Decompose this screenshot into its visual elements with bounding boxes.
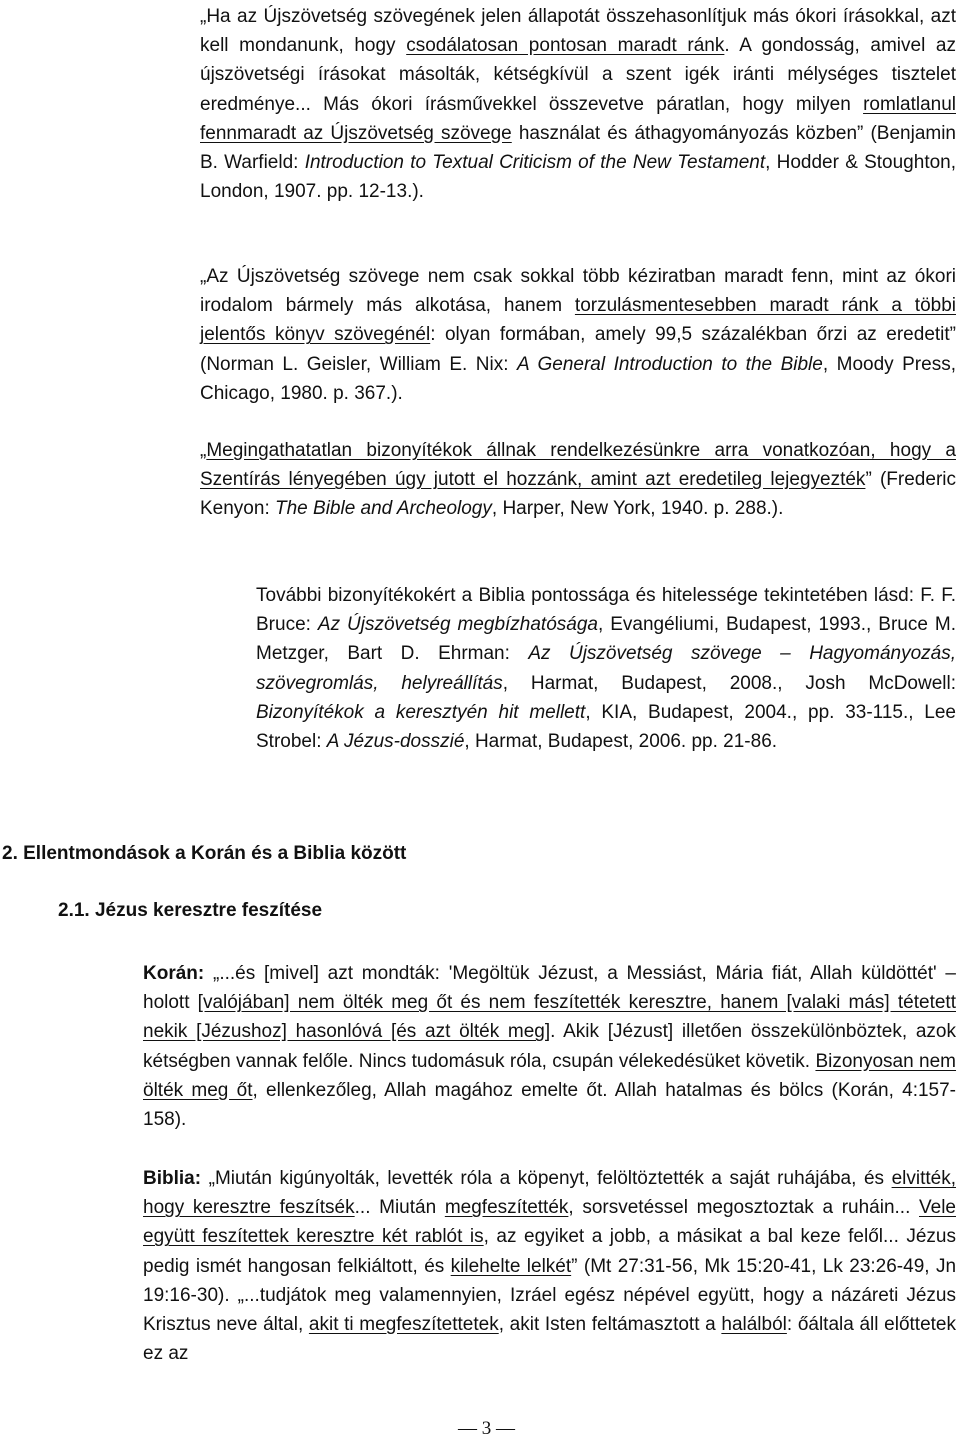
biblia-label: Biblia: (143, 1168, 202, 1189)
quote-mark: „ (200, 440, 207, 461)
quote-warfield (200, 2, 956, 206)
underlined-text: elvitték, hogy keresztre feszítsék (143, 1168, 956, 1219)
koran-quote (143, 959, 956, 1134)
biblia-quote (143, 1164, 956, 1368)
citation-text: , Moody Press, Chicago, 1980. p. 367.). (200, 353, 956, 404)
quote-text: . Akik [Jézust] illetően összekülönböztek, azok kétségben vannak felőle. Nincs tudomásuk róla, csupán vélekedésüket követik. (143, 1021, 956, 1072)
page-number: — 3 — (458, 1418, 515, 1439)
ref-text: , Evangéliumi, Budapest, 1993., Bruce M. Metzger, Bart D. Ehrman: (256, 614, 956, 665)
underlined-text: halálból (721, 1314, 787, 1336)
underlined-text: megfeszítették (444, 1197, 569, 1219)
book-title: A General Introduction to the Bible (517, 353, 823, 375)
book-title: A Jézus-dosszié (326, 731, 465, 753)
underlined-text: torzulásmentesebben maradt ránk a többi jelentős könyv szövegénél (200, 295, 956, 346)
quote-text: , akit Isten feltámasztott a (498, 1314, 722, 1336)
citation-text: , Hodder & Stoughton, London, 1907. pp. 12-13.). (200, 152, 957, 203)
underlined-text: csodálatosan pontosan maradt ránk (406, 35, 725, 57)
quote-text: „Ha az Újszövetség szövegének jelen állapotát összehasonlítjuk más ókori írásokkal, azt kell mondanunk, hogy (200, 6, 956, 57)
underlined-text: Bizonyosan nem ölték meg őt (143, 1050, 957, 1101)
references-paragraph (256, 581, 956, 756)
underlined-text: romlatlanul fennmaradt az Újszövetség szövege (200, 93, 956, 144)
underlined-text: kilehelte lelkét (450, 1255, 572, 1277)
underlined-text: [valójában] nem ölték meg őt és nem feszítették keresztre, hanem [valaki más] tétetett nekik [Jézushoz] hasonlóvá [és azt ölték meg] (143, 992, 956, 1043)
quote-geisler (200, 262, 956, 408)
quote-text: , ellenkezőleg, Allah magához emelte őt. Allah hatalmas és bölcs (Korán, 4:157-158). (143, 1079, 957, 1131)
ref-text: , Harmat, Budapest, 2006. pp. 21-86. (464, 731, 778, 753)
ref-text: , KIA, Budapest, 2004., pp. 33-115., Lee Strobel: (256, 701, 956, 753)
quote-text: „Miután kigúnyolták, levették róla a köpenyt, felöltöztették a saját ruhájába, és (201, 1168, 892, 1189)
citation-text: , Harper, New York, 1940. p. 288.). (491, 498, 784, 520)
quote-text: „Az Újszövetség szövege nem csak sokkal több kéziratban maradt fenn, mint az ókori irodalom bármely más alkotása, hanem (200, 266, 956, 317)
book-title: The Bible and Archeology (275, 498, 492, 520)
book-title: Az Újszövetség megbízhatósága (317, 614, 598, 636)
subsection-heading: 2.1. Jézus keresztre feszítése (58, 900, 323, 921)
quote-text: ” (Frederic Kenyon: (200, 469, 956, 520)
section-heading: 2. Ellentmondások a Korán és a Biblia között (2, 843, 407, 864)
quote-text: , sorsvetéssel megosztoztak a ruháin... (568, 1197, 920, 1219)
quote-text: : őáltala áll előttetek ez az (143, 1314, 956, 1365)
quote-kenyon (200, 436, 956, 524)
quote-text: „...és [mivel] azt mondták: 'Megöltük Jézust, a Messiást, Mária fiát, Allah küldöttét' – holott (143, 963, 956, 1014)
quote-text: . A gondosság, amivel az újszövetségi írásokat másolták, kétségkívül a szent igék iránti mélységes tisztelet eredménye... Más ókori írásművekkel összevetve páratlan, hogy milyen (200, 35, 956, 115)
quote-text: használat és áthagyományozás közben” (Benjamin B. Warfield: (200, 122, 956, 174)
underlined-text: Vele együtt feszítettek keresztre két rablót is (143, 1197, 956, 1248)
ref-text: További bizonyítékokért a Biblia pontossága és hitelessége tekintetében lásd: F. F. Bruce: (256, 585, 956, 636)
underlined-text: akit ti megfeszítettetek (308, 1314, 499, 1336)
quote-text: ... Miután (354, 1197, 445, 1219)
quote-text: ” (Mt 27:31-56, Mk 15:20-41, Lk 23:26-49, Jn 19:16-30). „...tudjátok meg valamennyien, Izráel egész népével együtt, hogy a názáreti Jézus Krisztus neve által, (143, 1255, 957, 1336)
quote-text: , az egyiket a jobb, a másikat a bal keze felől... Jézus pedig ismét hangosan felkiáltott, és (143, 1226, 956, 1277)
book-title: Az Újszövetség szövege – Hagyományozás, szövegromlás, helyreállítás (256, 643, 956, 694)
quote-text: : olyan formában, amely 99,5 százalékban őrzi az eredetit” (Norman L. Geisler, William E. Nix: (200, 324, 956, 375)
ref-text: , Harmat, Budapest, 2008., Josh McDowell: (502, 672, 957, 694)
underlined-text: Megingathatatlan bizonyítékok állnak rendelkezésünkre arra vonatkozóan, hogy a Szentírás lényegében úgy jutott el hozzánk, amint azt eredetileg lejegyezték (200, 440, 956, 491)
koran-label: Korán: (143, 963, 205, 984)
book-title: Introduction to Textual Criticism of the New Testament (304, 152, 766, 174)
book-title: Bizonyítékok a keresztyén hit mellett (256, 701, 586, 723)
